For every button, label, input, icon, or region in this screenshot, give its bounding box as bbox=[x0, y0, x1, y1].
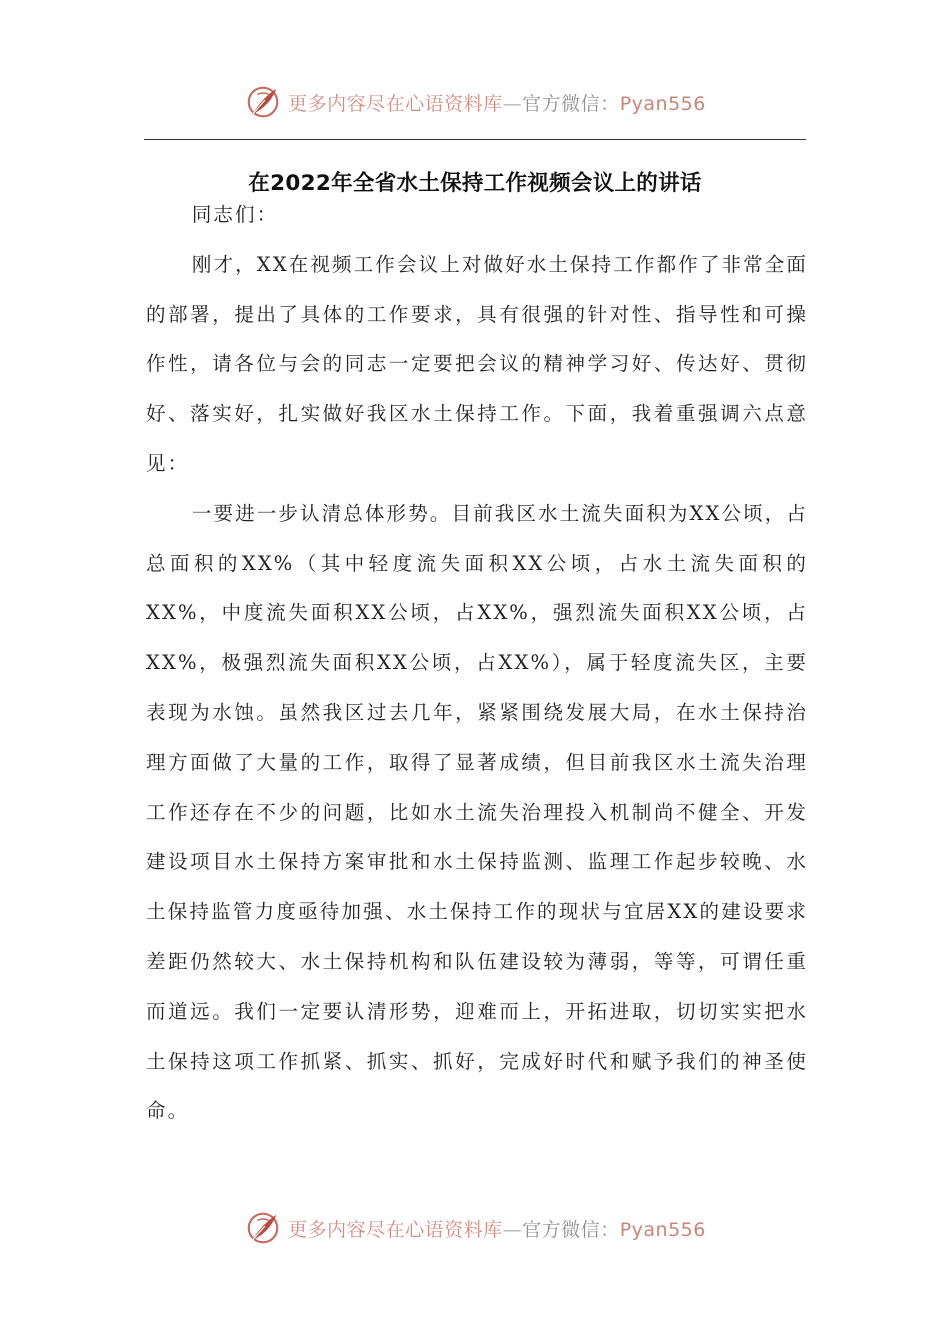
quill-logo-icon bbox=[244, 1209, 282, 1247]
header-banner bbox=[0, 82, 950, 122]
quill-logo-icon bbox=[244, 83, 282, 121]
banner-main-text: 更多内容尽在心语资料库 bbox=[288, 1218, 503, 1241]
banner-main-text: 更多内容尽在心语资料库 bbox=[288, 92, 503, 115]
banner-wechat-id: Pyan556 bbox=[619, 92, 706, 115]
banner-dash: — bbox=[502, 1218, 523, 1241]
banner-wechat-label: 官方微信： bbox=[522, 1218, 620, 1241]
banner-dash: — bbox=[502, 92, 523, 115]
footer-banner bbox=[0, 1208, 950, 1248]
document-body bbox=[146, 190, 808, 1136]
document-title: 在2022年全省水土保持工作视频会议上的讲话 bbox=[248, 171, 702, 196]
paragraph: 刚才，XX在视频工作会议上对做好水土保持工作都作了非常全面的部署，提出了具体的工作要求，具有很强的针对性、指导性和可操作性，请各位与会的同志一定要把会议的精神学习好、传达好、贯彻好、落实好，扎实做好我区水土保持工作。下面，我着重强调六点意见： bbox=[146, 252, 808, 475]
salutation: 同志们： bbox=[191, 203, 279, 226]
banner-wechat-label: 官方微信： bbox=[522, 92, 620, 115]
paragraph: 一要进一步认清总体形势。目前我区水土流失面积为XX公顷，占总面积的XX%（其中轻度流失面积XX公顷，占水土流失面积的XX%，中度流失面积XX公顷，占XX%，强烈流失面积XX公顷，占XX%，极强烈流失面积XX公顷，占XX%），属于轻度流失区，主要表现为水蚀。虽然我区过去几年，紧紧围绕发展大局，在水土保持治理方面做了大量的工作，取得了显著成绩，但目前我区水土流失治理工作还存在不少的问题，比如水土流失治理投入机制尚不健全、开发建设项目水土保持方案审批和水土保持监测、监理工作起步较晚、水土保持监管力度亟待加强、水土保持工作的现状与宜居XX的建设要求差距仍然较大、水土保持机构和队伍建设较为薄弱，等等，可谓任重而道远。我们一定要认清形势，迎难而上，开拓进取，切切实实把水土保持这项工作抓紧、抓实、抓好，完成好时代和赋予我们的神圣使命。 bbox=[146, 501, 808, 1123]
header-divider bbox=[144, 139, 806, 140]
banner-text bbox=[288, 1215, 706, 1242]
banner-text bbox=[288, 89, 706, 116]
banner-wechat-id: Pyan556 bbox=[619, 1218, 706, 1241]
